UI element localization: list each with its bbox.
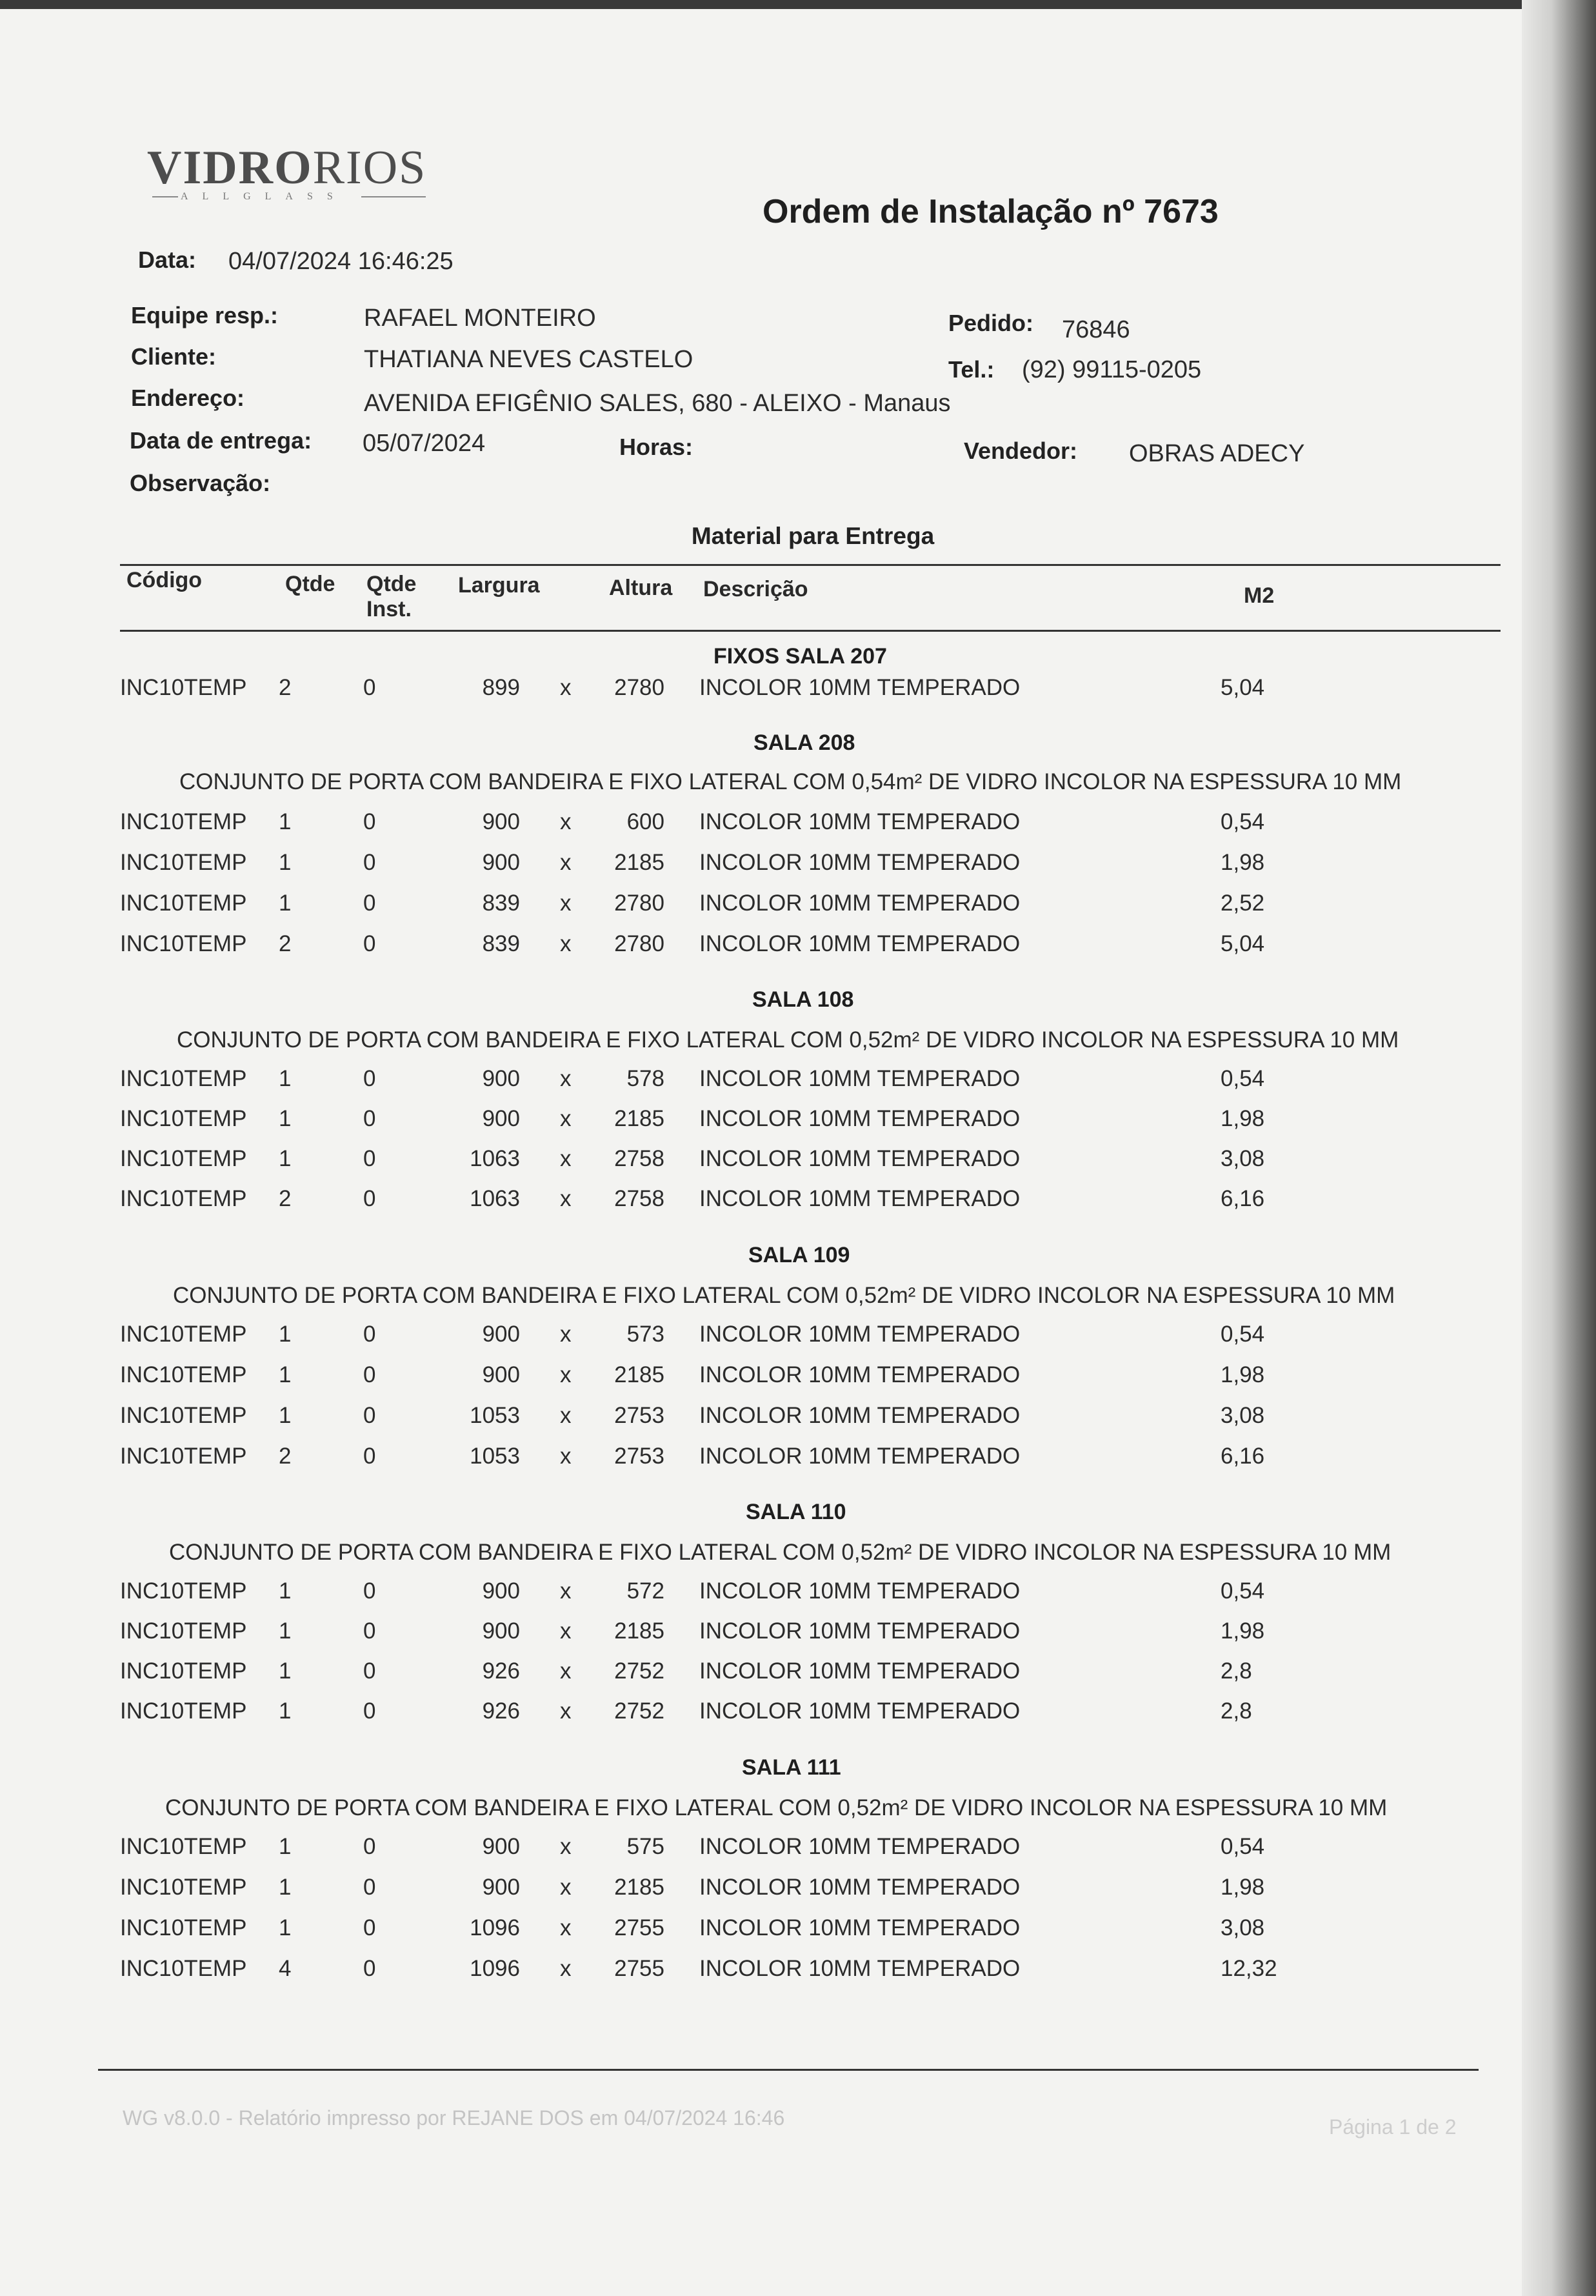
address-value: AVENIDA EFIGÊNIO SALES, 680 - ALEIXO - Manaus [364, 390, 951, 417]
seller-label: Vendedor: [964, 438, 1078, 464]
logo-rule-left [152, 196, 178, 197]
table-row: INC10TEMP 2 0 1063 x 2758 INCOLOR 10MM TEMPERADO 6,16 [120, 1186, 1265, 1211]
group-title: SALA 109 [748, 1243, 850, 1267]
group-description: CONJUNTO DE PORTA COM BANDEIRA E FIXO LATERAL COM 0,52m² DE VIDRO INCOLOR NA ESPESSURA 10 MM [165, 1795, 1388, 1820]
col-qtde: Qtde [285, 572, 335, 596]
group-title: SALA 110 [746, 1500, 846, 1524]
logo-subtitle: ALLGLASS [181, 191, 347, 202]
col-descricao: Descrição [703, 577, 808, 601]
table-row: INC10TEMP 2 0 899 x 2780 INCOLOR 10MM TEMPERADO 5,04 [120, 675, 1265, 700]
table-row: INC10TEMP 1 0 926 x 2752 INCOLOR 10MM TEMPERADO 2,8 [120, 1658, 1252, 1684]
col-codigo: Código [126, 568, 203, 592]
observation-label: Observação: [130, 470, 271, 496]
client-label: Cliente: [131, 343, 217, 370]
table-header-rule [120, 630, 1501, 632]
table-top-rule [120, 564, 1501, 566]
group-description: CONJUNTO DE PORTA COM BANDEIRA E FIXO LATERAL COM 0,52m² DE VIDRO INCOLOR NA ESPESSURA 10 MM [177, 1027, 1399, 1052]
table-row: INC10TEMP 1 0 1096 x 2755 INCOLOR 10MM TEMPERADO 3,08 [120, 1915, 1265, 1940]
company-logo: VIDRORIOS [147, 141, 427, 194]
col-altura: Altura [609, 576, 673, 600]
scan-top-band [0, 0, 1596, 9]
table-row: INC10TEMP 1 0 839 x 2780 INCOLOR 10MM TEMPERADO 2,52 [120, 891, 1265, 916]
table-row: INC10TEMP 1 0 900 x 2185 INCOLOR 10MM TEMPERADO 1,98 [120, 1875, 1265, 1900]
table-row: INC10TEMP 2 0 1053 x 2753 INCOLOR 10MM TEMPERADO 6,16 [120, 1444, 1265, 1469]
team-value: RAFAEL MONTEIRO [364, 305, 596, 332]
table-row: INC10TEMP 4 0 1096 x 2755 INCOLOR 10MM TEMPERADO 12,32 [120, 1956, 1277, 1981]
table-row: INC10TEMP 1 0 926 x 2752 INCOLOR 10MM TEMPERADO 2,8 [120, 1698, 1252, 1724]
phone-value: (92) 99115-0205 [1022, 356, 1202, 383]
group-title: FIXOS SALA 207 [713, 644, 887, 669]
group-description: CONJUNTO DE PORTA COM BANDEIRA E FIXO LATERAL COM 0,52m² DE VIDRO INCOLOR NA ESPESSURA 10 MM [169, 1540, 1392, 1565]
scan-page-edge [1522, 0, 1596, 2296]
footer-text: WG v8.0.0 - Relatório impresso por REJANE DOS em 04/07/2024 16:46 [123, 2106, 785, 2130]
table-row: INC10TEMP 1 0 900 x 2185 INCOLOR 10MM TEMPERADO 1,98 [120, 1362, 1265, 1387]
table-row: INC10TEMP 1 0 900 x 575 INCOLOR 10MM TEMPERADO 0,54 [120, 1834, 1265, 1859]
delivery-date-value: 05/07/2024 [363, 430, 486, 457]
group-title: SALA 208 [753, 730, 855, 755]
col-m2: M2 [1244, 583, 1275, 608]
table-row: INC10TEMP 1 0 1053 x 2753 INCOLOR 10MM TEMPERADO 3,08 [120, 1403, 1265, 1428]
group-title: SALA 111 [742, 1755, 841, 1780]
order-label: Pedido: [948, 310, 1033, 336]
order-value: 76846 [1062, 316, 1130, 343]
logo-rule-right [361, 196, 426, 197]
group-title: SALA 108 [752, 987, 854, 1012]
hours-label: Horas: [619, 434, 693, 460]
client-value: THATIANA NEVES CASTELO [364, 346, 693, 373]
table-row: INC10TEMP 1 0 900 x 2185 INCOLOR 10MM TEMPERADO 1,98 [120, 850, 1265, 875]
group-description: CONJUNTO DE PORTA COM BANDEIRA E FIXO LATERAL COM 0,52m² DE VIDRO INCOLOR NA ESPESSURA 10 MM [173, 1283, 1395, 1308]
table-row: INC10TEMP 1 0 900 x 2185 INCOLOR 10MM TEMPERADO 1,98 [120, 1618, 1265, 1644]
table-row: INC10TEMP 1 0 900 x 573 INCOLOR 10MM TEMPERADO 0,54 [120, 1322, 1265, 1347]
group-description: CONJUNTO DE PORTA COM BANDEIRA E FIXO LATERAL COM 0,54m² DE VIDRO INCOLOR NA ESPESSURA 10 MM [179, 769, 1402, 794]
table-row: INC10TEMP 1 0 900 x 2185 INCOLOR 10MM TEMPERADO 1,98 [120, 1106, 1265, 1131]
material-section-title: Material para Entrega [691, 523, 935, 549]
date-value: 04/07/2024 16:46:25 [228, 248, 454, 275]
date-label: Data: [138, 247, 197, 273]
table-row: INC10TEMP 1 0 900 x 600 INCOLOR 10MM TEMPERADO 0,54 [120, 809, 1265, 834]
delivery-date-label: Data de entrega: [130, 427, 312, 454]
phone-label: Tel.: [948, 356, 995, 383]
team-label: Equipe resp.: [131, 302, 279, 328]
table-row: INC10TEMP 1 0 1063 x 2758 INCOLOR 10MM TEMPERADO 3,08 [120, 1146, 1265, 1171]
col-largura: Largura [458, 573, 540, 598]
address-label: Endereço: [131, 385, 245, 411]
footer-page-number: Página 1 de 2 [1329, 2115, 1457, 2139]
table-row: INC10TEMP 1 0 900 x 572 INCOLOR 10MM TEMPERADO 0,54 [120, 1578, 1265, 1604]
table-row: INC10TEMP 1 0 900 x 578 INCOLOR 10MM TEMPERADO 0,54 [120, 1066, 1265, 1091]
col-qtde-inst: Qtde Inst. [366, 572, 417, 621]
page-title: Ordem de Instalação nº 7673 [763, 193, 1219, 230]
footer-rule [98, 2069, 1479, 2071]
table-row: INC10TEMP 2 0 839 x 2780 INCOLOR 10MM TEMPERADO 5,04 [120, 931, 1265, 956]
seller-value: OBRAS ADECY [1129, 440, 1305, 467]
